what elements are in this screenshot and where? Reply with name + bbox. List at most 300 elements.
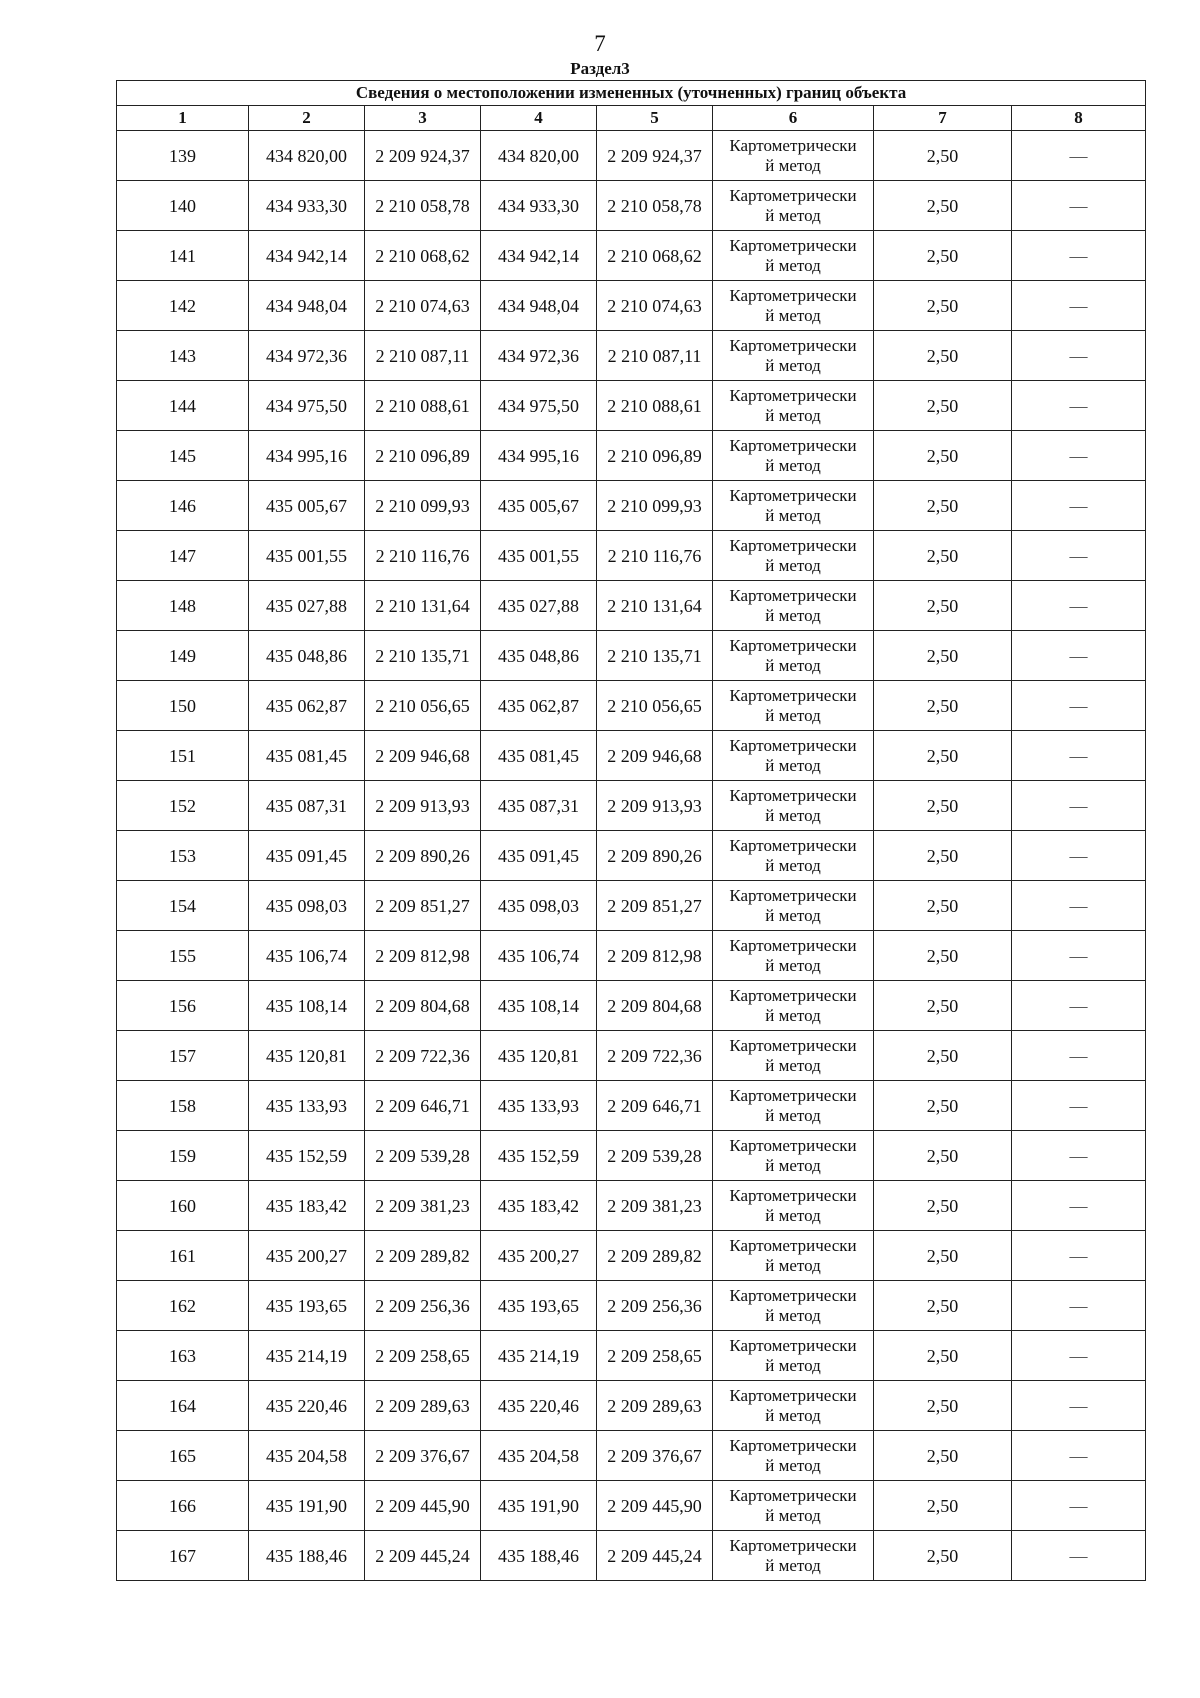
x-coordinate-cell: 435 027,88: [249, 581, 365, 631]
x-coordinate-cell: 434 820,00: [249, 131, 365, 181]
note-cell: —: [1012, 931, 1146, 981]
section-title: Раздел3: [570, 59, 630, 78]
column-number: 7: [874, 106, 1012, 131]
y-coordinate-cell: 2 209 381,23: [597, 1181, 713, 1231]
table-row: [117, 1131, 1146, 1181]
point-number-cell: 145: [117, 431, 249, 481]
x-coordinate-cell: 435 098,03: [249, 881, 365, 931]
note-cell: —: [1012, 431, 1146, 481]
table-row: [117, 181, 1146, 231]
y-coordinate-cell: 2 210 074,63: [365, 281, 481, 331]
y-coordinate-cell: 2 209 851,27: [365, 881, 481, 931]
note-cell: —: [1012, 1331, 1146, 1381]
point-number-cell: 151: [117, 731, 249, 781]
note-cell: —: [1012, 331, 1146, 381]
method-cell: [713, 1331, 874, 1381]
method-cell: [713, 881, 874, 931]
x-coordinate-cell: 435 200,27: [481, 1231, 597, 1281]
point-number-cell: 162: [117, 1281, 249, 1331]
column-number: 3: [365, 106, 481, 131]
method-line: й метод: [765, 455, 821, 475]
x-coordinate-cell: 435 091,45: [481, 831, 597, 881]
column-number: 5: [597, 106, 713, 131]
method-line: Картометрически: [729, 1235, 857, 1255]
column-number: 2: [249, 106, 365, 131]
table-row: [117, 1181, 1146, 1231]
y-coordinate-cell: 2 210 096,89: [597, 431, 713, 481]
table-row: [117, 231, 1146, 281]
point-number-cell: 161: [117, 1231, 249, 1281]
accuracy-cell: 2,50: [874, 481, 1012, 531]
method-line: Картометрически: [729, 435, 857, 455]
method-line: й метод: [765, 1205, 821, 1225]
x-coordinate-cell: 434 948,04: [481, 281, 597, 331]
x-coordinate-cell: 435 108,14: [481, 981, 597, 1031]
table-row: [117, 1031, 1146, 1081]
method-cell: [713, 681, 874, 731]
y-coordinate-cell: 2 209 256,36: [597, 1281, 713, 1331]
method-line: й метод: [765, 255, 821, 275]
method-cell: [713, 1431, 874, 1481]
accuracy-cell: 2,50: [874, 1081, 1012, 1131]
y-coordinate-cell: 2 210 096,89: [365, 431, 481, 481]
x-coordinate-cell: 435 183,42: [481, 1181, 597, 1231]
x-coordinate-cell: 434 975,50: [481, 381, 597, 431]
x-coordinate-cell: 435 001,55: [249, 531, 365, 581]
accuracy-cell: 2,50: [874, 181, 1012, 231]
y-coordinate-cell: 2 209 539,28: [365, 1131, 481, 1181]
y-coordinate-cell: 2 210 088,61: [597, 381, 713, 431]
method-line: й метод: [765, 1255, 821, 1275]
y-coordinate-cell: 2 210 135,71: [365, 631, 481, 681]
x-coordinate-cell: 434 995,16: [481, 431, 597, 481]
y-coordinate-cell: 2 209 289,63: [365, 1381, 481, 1431]
y-coordinate-cell: 2 209 812,98: [365, 931, 481, 981]
method-line: Картометрически: [729, 335, 857, 355]
method-line: й метод: [765, 805, 821, 825]
accuracy-cell: 2,50: [874, 1481, 1012, 1531]
note-cell: —: [1012, 681, 1146, 731]
point-number-cell: 149: [117, 631, 249, 681]
y-coordinate-cell: 2 209 924,37: [365, 131, 481, 181]
y-coordinate-cell: 2 209 258,65: [597, 1331, 713, 1381]
y-coordinate-cell: 2 209 804,68: [597, 981, 713, 1031]
x-coordinate-cell: 435 106,74: [481, 931, 597, 981]
method-line: й метод: [765, 1555, 821, 1575]
method-line: й метод: [765, 655, 821, 675]
x-coordinate-cell: 435 087,31: [481, 781, 597, 831]
x-coordinate-cell: 435 005,67: [481, 481, 597, 531]
page-number: 7: [594, 31, 606, 56]
method-line: Картометрически: [729, 135, 857, 155]
x-coordinate-cell: 435 204,58: [249, 1431, 365, 1481]
y-coordinate-cell: 2 210 056,65: [597, 681, 713, 731]
method-line: й метод: [765, 355, 821, 375]
method-line: Картометрически: [729, 985, 857, 1005]
method-line: й метод: [765, 1505, 821, 1525]
method-cell: [713, 1131, 874, 1181]
x-coordinate-cell: 435 204,58: [481, 1431, 597, 1481]
method-line: й метод: [765, 1305, 821, 1325]
point-number-cell: 140: [117, 181, 249, 231]
x-coordinate-cell: 435 087,31: [249, 781, 365, 831]
point-number-cell: 148: [117, 581, 249, 631]
y-coordinate-cell: 2 209 722,36: [365, 1031, 481, 1081]
method-line: Картометрически: [729, 1535, 857, 1555]
table-row: [117, 1331, 1146, 1381]
note-cell: —: [1012, 981, 1146, 1031]
accuracy-cell: 2,50: [874, 381, 1012, 431]
note-cell: —: [1012, 1131, 1146, 1181]
method-cell: [713, 731, 874, 781]
y-coordinate-cell: 2 210 116,76: [597, 531, 713, 581]
accuracy-cell: 2,50: [874, 531, 1012, 581]
x-coordinate-cell: 435 133,93: [249, 1081, 365, 1131]
method-line: й метод: [765, 1455, 821, 1475]
method-line: Картометрически: [729, 385, 857, 405]
accuracy-cell: 2,50: [874, 981, 1012, 1031]
point-number-cell: 156: [117, 981, 249, 1031]
x-coordinate-cell: 434 942,14: [249, 231, 365, 281]
table-row: [117, 1381, 1146, 1431]
note-cell: —: [1012, 281, 1146, 331]
method-cell: [713, 1231, 874, 1281]
table-row: [117, 1531, 1146, 1581]
y-coordinate-cell: 2 210 088,61: [365, 381, 481, 431]
table-row: [117, 881, 1146, 931]
column-number: 1: [117, 106, 249, 131]
method-line: й метод: [765, 605, 821, 625]
accuracy-cell: 2,50: [874, 1331, 1012, 1381]
x-coordinate-cell: 435 193,65: [249, 1281, 365, 1331]
x-coordinate-cell: 435 001,55: [481, 531, 597, 581]
x-coordinate-cell: 435 220,46: [481, 1381, 597, 1431]
note-cell: —: [1012, 1181, 1146, 1231]
method-cell: [713, 531, 874, 581]
method-line: й метод: [765, 1355, 821, 1375]
point-number-cell: 153: [117, 831, 249, 881]
x-coordinate-cell: 434 933,30: [249, 181, 365, 231]
y-coordinate-cell: 2 209 445,90: [597, 1481, 713, 1531]
x-coordinate-cell: 435 048,86: [481, 631, 597, 681]
table-row: [117, 1431, 1146, 1481]
method-cell: [713, 831, 874, 881]
x-coordinate-cell: 434 942,14: [481, 231, 597, 281]
y-coordinate-cell: 2 210 058,78: [597, 181, 713, 231]
note-cell: —: [1012, 581, 1146, 631]
table-row: [117, 531, 1146, 581]
y-coordinate-cell: 2 209 804,68: [365, 981, 481, 1031]
x-coordinate-cell: 435 081,45: [249, 731, 365, 781]
point-number-cell: 154: [117, 881, 249, 931]
x-coordinate-cell: 435 191,90: [481, 1481, 597, 1531]
point-number-cell: 147: [117, 531, 249, 581]
point-number-cell: 167: [117, 1531, 249, 1581]
x-coordinate-cell: 435 108,14: [249, 981, 365, 1031]
method-line: й метод: [765, 905, 821, 925]
method-cell: [713, 481, 874, 531]
y-coordinate-cell: 2 209 924,37: [597, 131, 713, 181]
x-coordinate-cell: 435 220,46: [249, 1381, 365, 1431]
accuracy-cell: 2,50: [874, 631, 1012, 681]
y-coordinate-cell: 2 210 131,64: [365, 581, 481, 631]
table-caption: Сведения о местоположении измененных (уточненных) границ объекта: [117, 81, 1146, 106]
column-number: 4: [481, 106, 597, 131]
method-line: Картометрически: [729, 585, 857, 605]
y-coordinate-cell: 2 209 445,90: [365, 1481, 481, 1531]
y-coordinate-cell: 2 209 890,26: [365, 831, 481, 881]
note-cell: —: [1012, 1531, 1146, 1581]
method-line: й метод: [765, 155, 821, 175]
accuracy-cell: 2,50: [874, 831, 1012, 881]
accuracy-cell: 2,50: [874, 1231, 1012, 1281]
point-number-cell: 158: [117, 1081, 249, 1131]
x-coordinate-cell: 435 188,46: [249, 1531, 365, 1581]
method-line: Картометрически: [729, 785, 857, 805]
method-line: й метод: [765, 955, 821, 975]
table-row: [117, 1281, 1146, 1331]
note-cell: —: [1012, 1381, 1146, 1431]
method-line: Картометрически: [729, 1035, 857, 1055]
method-line: й метод: [765, 205, 821, 225]
method-line: й метод: [765, 405, 821, 425]
x-coordinate-cell: 434 933,30: [481, 181, 597, 231]
method-cell: [713, 1081, 874, 1131]
note-cell: —: [1012, 1481, 1146, 1531]
method-cell: [713, 431, 874, 481]
method-cell: [713, 1481, 874, 1531]
y-coordinate-cell: 2 209 445,24: [597, 1531, 713, 1581]
note-cell: —: [1012, 1231, 1146, 1281]
y-coordinate-cell: 2 209 946,68: [597, 731, 713, 781]
x-coordinate-cell: 435 133,93: [481, 1081, 597, 1131]
accuracy-cell: 2,50: [874, 1181, 1012, 1231]
note-cell: —: [1012, 781, 1146, 831]
x-coordinate-cell: 435 098,03: [481, 881, 597, 931]
table-row: [117, 981, 1146, 1031]
note-cell: —: [1012, 131, 1146, 181]
accuracy-cell: 2,50: [874, 681, 1012, 731]
table-row: [117, 1481, 1146, 1531]
y-coordinate-cell: 2 210 087,11: [597, 331, 713, 381]
x-coordinate-cell: 435 152,59: [481, 1131, 597, 1181]
method-cell: [713, 631, 874, 681]
y-coordinate-cell: 2 209 376,67: [597, 1431, 713, 1481]
table-row: [117, 831, 1146, 881]
method-cell: [713, 1381, 874, 1431]
method-cell: [713, 1281, 874, 1331]
y-coordinate-cell: 2 209 289,63: [597, 1381, 713, 1431]
accuracy-cell: 2,50: [874, 1431, 1012, 1481]
x-coordinate-cell: 435 193,65: [481, 1281, 597, 1331]
y-coordinate-cell: 2 209 256,36: [365, 1281, 481, 1331]
y-coordinate-cell: 2 209 812,98: [597, 931, 713, 981]
table-row: [117, 781, 1146, 831]
method-line: Картометрически: [729, 485, 857, 505]
y-coordinate-cell: 2 209 946,68: [365, 731, 481, 781]
column-number-row: [117, 106, 1146, 131]
accuracy-cell: 2,50: [874, 1131, 1012, 1181]
accuracy-cell: 2,50: [874, 1031, 1012, 1081]
y-coordinate-cell: 2 210 068,62: [365, 231, 481, 281]
method-line: й метод: [765, 1155, 821, 1175]
x-coordinate-cell: 434 995,16: [249, 431, 365, 481]
table-row: [117, 931, 1146, 981]
method-line: Картометрически: [729, 935, 857, 955]
table-body: [117, 131, 1146, 1581]
y-coordinate-cell: 2 209 445,24: [365, 1531, 481, 1581]
table-row: [117, 431, 1146, 481]
x-coordinate-cell: 434 948,04: [249, 281, 365, 331]
method-line: Картометрически: [729, 1135, 857, 1155]
table-row: [117, 681, 1146, 731]
table-row: [117, 1231, 1146, 1281]
accuracy-cell: 2,50: [874, 1531, 1012, 1581]
table-row: [117, 581, 1146, 631]
method-line: й метод: [765, 1405, 821, 1425]
method-cell: [713, 331, 874, 381]
note-cell: —: [1012, 381, 1146, 431]
x-coordinate-cell: 435 048,86: [249, 631, 365, 681]
accuracy-cell: 2,50: [874, 731, 1012, 781]
x-coordinate-cell: 435 188,46: [481, 1531, 597, 1581]
note-cell: —: [1012, 231, 1146, 281]
y-coordinate-cell: 2 210 135,71: [597, 631, 713, 681]
note-cell: —: [1012, 531, 1146, 581]
method-line: й метод: [765, 1005, 821, 1025]
x-coordinate-cell: 435 062,87: [249, 681, 365, 731]
point-number-cell: 143: [117, 331, 249, 381]
table-row: [117, 381, 1146, 431]
note-cell: —: [1012, 1431, 1146, 1481]
point-number-cell: 146: [117, 481, 249, 531]
method-line: Картометрически: [729, 1185, 857, 1205]
point-number-cell: 144: [117, 381, 249, 431]
method-line: Картометрически: [729, 535, 857, 555]
note-cell: —: [1012, 1031, 1146, 1081]
accuracy-cell: 2,50: [874, 331, 1012, 381]
boundary-coordinates-table: [116, 80, 1146, 1581]
method-line: Картометрически: [729, 285, 857, 305]
point-number-cell: 155: [117, 931, 249, 981]
method-line: й метод: [765, 305, 821, 325]
note-cell: —: [1012, 1281, 1146, 1331]
x-coordinate-cell: 435 081,45: [481, 731, 597, 781]
point-number-cell: 139: [117, 131, 249, 181]
point-number-cell: 150: [117, 681, 249, 731]
y-coordinate-cell: 2 209 890,26: [597, 831, 713, 881]
method-line: Картометрически: [729, 685, 857, 705]
method-cell: [713, 281, 874, 331]
method-line: й метод: [765, 705, 821, 725]
table-row: [117, 1081, 1146, 1131]
y-coordinate-cell: 2 209 851,27: [597, 881, 713, 931]
y-coordinate-cell: 2 210 087,11: [365, 331, 481, 381]
note-cell: —: [1012, 831, 1146, 881]
y-coordinate-cell: 2 209 289,82: [365, 1231, 481, 1281]
y-coordinate-cell: 2 209 381,23: [365, 1181, 481, 1231]
method-cell: [713, 1531, 874, 1581]
method-cell: [713, 1181, 874, 1231]
accuracy-cell: 2,50: [874, 231, 1012, 281]
x-coordinate-cell: 435 091,45: [249, 831, 365, 881]
column-number: 6: [713, 106, 874, 131]
method-line: Картометрически: [729, 235, 857, 255]
table-row: [117, 631, 1146, 681]
method-line: й метод: [765, 1105, 821, 1125]
x-coordinate-cell: 435 027,88: [481, 581, 597, 631]
table-row: [117, 331, 1146, 381]
method-cell: [713, 1031, 874, 1081]
accuracy-cell: 2,50: [874, 131, 1012, 181]
accuracy-cell: 2,50: [874, 581, 1012, 631]
x-coordinate-cell: 435 062,87: [481, 681, 597, 731]
x-coordinate-cell: 434 975,50: [249, 381, 365, 431]
x-coordinate-cell: 435 214,19: [249, 1331, 365, 1381]
method-line: Картометрически: [729, 1085, 857, 1105]
note-cell: —: [1012, 481, 1146, 531]
accuracy-cell: 2,50: [874, 1281, 1012, 1331]
y-coordinate-cell: 2 210 074,63: [597, 281, 713, 331]
table-row: [117, 481, 1146, 531]
y-coordinate-cell: 2 210 068,62: [597, 231, 713, 281]
table-row: [117, 131, 1146, 181]
point-number-cell: 164: [117, 1381, 249, 1431]
x-coordinate-cell: 434 972,36: [249, 331, 365, 381]
method-line: й метод: [765, 855, 821, 875]
y-coordinate-cell: 2 209 258,65: [365, 1331, 481, 1381]
method-line: Картометрически: [729, 635, 857, 655]
y-coordinate-cell: 2 210 099,93: [365, 481, 481, 531]
accuracy-cell: 2,50: [874, 781, 1012, 831]
accuracy-cell: 2,50: [874, 881, 1012, 931]
point-number-cell: 141: [117, 231, 249, 281]
y-coordinate-cell: 2 210 116,76: [365, 531, 481, 581]
method-line: Картометрически: [729, 835, 857, 855]
note-cell: —: [1012, 881, 1146, 931]
note-cell: —: [1012, 181, 1146, 231]
table-row: [117, 731, 1146, 781]
y-coordinate-cell: 2 209 913,93: [597, 781, 713, 831]
method-line: Картометрически: [729, 885, 857, 905]
method-line: й метод: [765, 755, 821, 775]
y-coordinate-cell: 2 209 289,82: [597, 1231, 713, 1281]
method-cell: [713, 931, 874, 981]
y-coordinate-cell: 2 209 722,36: [597, 1031, 713, 1081]
y-coordinate-cell: 2 209 646,71: [597, 1081, 713, 1131]
x-coordinate-cell: 434 972,36: [481, 331, 597, 381]
method-line: Картометрически: [729, 735, 857, 755]
method-cell: [713, 981, 874, 1031]
accuracy-cell: 2,50: [874, 431, 1012, 481]
point-number-cell: 157: [117, 1031, 249, 1081]
y-coordinate-cell: 2 210 058,78: [365, 181, 481, 231]
x-coordinate-cell: 435 183,42: [249, 1181, 365, 1231]
method-line: Картометрически: [729, 1285, 857, 1305]
method-cell: [713, 181, 874, 231]
method-cell: [713, 781, 874, 831]
x-coordinate-cell: 435 191,90: [249, 1481, 365, 1531]
x-coordinate-cell: 434 820,00: [481, 131, 597, 181]
method-cell: [713, 381, 874, 431]
method-line: Картометрически: [729, 1435, 857, 1455]
point-number-cell: 163: [117, 1331, 249, 1381]
point-number-cell: 160: [117, 1181, 249, 1231]
method-line: Картометрически: [729, 1485, 857, 1505]
method-line: Картометрически: [729, 1335, 857, 1355]
x-coordinate-cell: 435 152,59: [249, 1131, 365, 1181]
y-coordinate-cell: 2 209 376,67: [365, 1431, 481, 1481]
